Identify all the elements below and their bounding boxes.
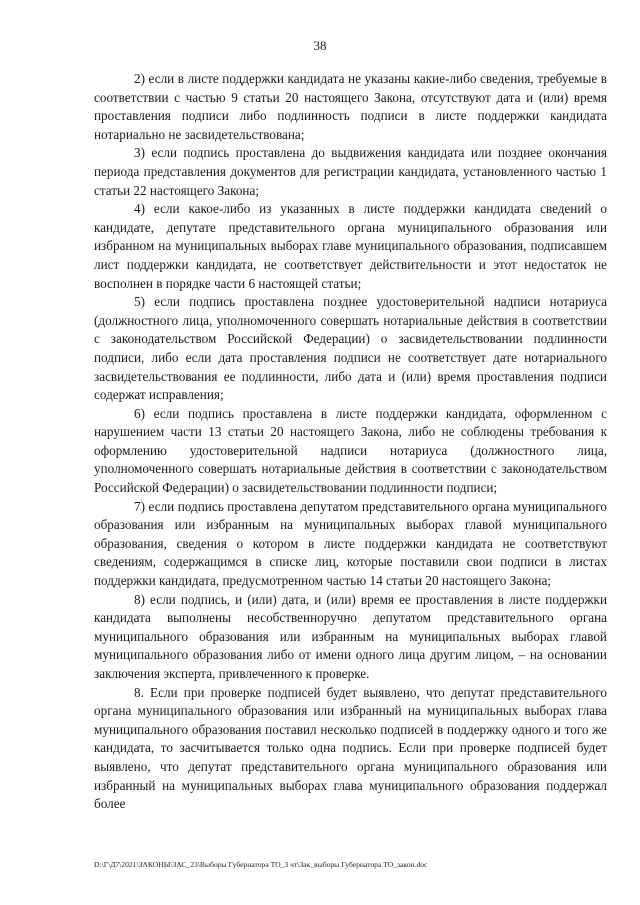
page-number: 38 [313, 38, 327, 53]
footer-file-path: D:\Г\Д7\2021\ЗАКОНЫ\ЗАС_23\Выборы Губернатора ТО_3 чт\Зак_выборы Губернатора ТО_закон.doc [94, 860, 428, 869]
paragraph-item-3: 3) если подпись проставлена до выдвижения кандидата или позднее окончания периода представления документов для регистрации кандидата, установленного частью 1 статьи 22 настоящего Закона; [94, 145, 607, 198]
paragraph-item-2: 2) если в листе поддержки кандидата не указаны какие-либо сведения, требуемые в соответствии с частью 9 статьи 20 настоящего Закона, отсутствуют дата и (или) время проставления подписи либо подлинность подписи в листе поддержки кандидата нотариально не засвидетельствована; [94, 71, 607, 142]
paragraph-item-5: 5) если подпись проставлена позднее удостоверительной надписи нотариуса (должностного лица, уполномоченного совершать нотариальные действия в соответствии с законодательством Российской Федерации) о засвидетельствовании подлинности подписи, либо если дата проставления подписи не соответствует дате нотариального засвидетельствования ее подлинности, либо дата и (или) время проставления подписи содержат исправления; [94, 294, 607, 403]
paragraph-item-7: 7) если подпись проставлена депутатом представительного органа муниципального образования или избранным на муниципальных выборах главой муниципального образования, сведения о котором в листе поддержки кандидата не соответствуют сведениям, содержащимся в списке лиц, которые поставили свои подписи в листах поддержки кандидата, предусмотренном частью 14 статьи 20 настоящего Закона; [94, 498, 607, 589]
paragraph-item-4: 4) если какое-либо из указанных в листе поддержки кандидата сведений о кандидате, депутате представительного органа муниципального образования или избранном на муниципальных выборах главе муниципального образования, подписавшем лист поддержки кандидата, не соответствует действительности и этот недостаток не восполнен в порядке части 6 настоящей статьи; [94, 201, 607, 291]
paragraph-part-8: 8. Если при проверке подписей будет выявлено, что депутат представительного органа муниципального образования или избранный на муниципальных выборах глава муниципального образования поставил несколько подписей в поддержку одного и того же кандидата, то засчитывается только одна подпись. Если при проверке подписей будет выявлено, что депутат представительного органа муниципального образования или избранный на муниципальных выборах глава муниципального образования поддержал более [94, 684, 607, 812]
document-body [94, 70, 607, 814]
paragraph-item-6: 6) если подпись проставлена в листе поддержки кандидата, оформленном с нарушением части 13 статьи 20 настоящего Закона, либо не соблюдены требования к оформлению удостоверительной надписи нотариуса (должностного лица, уполномоченного совершать нотариальные действия в соответствии с законодательством Российской Федерации) о засвидетельствовании подлинности подписи; [94, 405, 607, 496]
paragraph-item-8: 8) если подпись, и (или) дата, и (или) время ее проставления в листе поддержки кандидата выполнены несобственноручно депутатом представительного органа муниципального образования или избранным на муниципальных выборах главой муниципального образования либо от имени одного лица другим лицом, – на основании заключения эксперта, привлеченного к проверке. [94, 591, 607, 681]
